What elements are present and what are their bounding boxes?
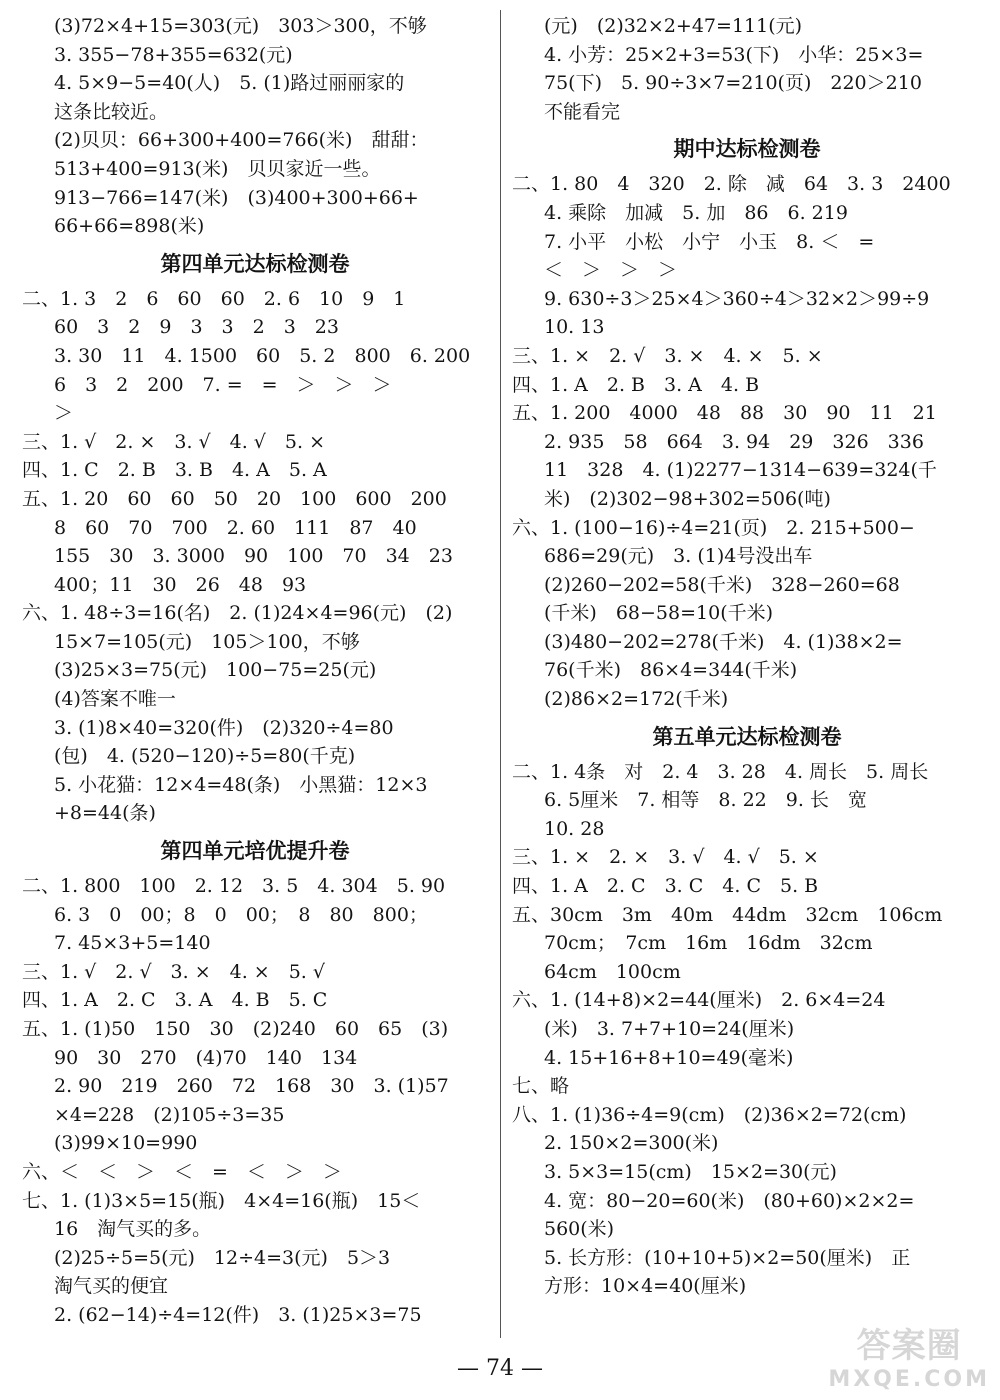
answer-line: 不能看完: [544, 100, 621, 123]
answer-line: 这条比较近。: [54, 100, 169, 123]
answer-line: 2. (62−14)÷4=12(件) 3. (1)25×3=75: [54, 1303, 422, 1326]
answer-line: 方形：10×4=40(厘米): [544, 1275, 747, 1298]
answer-line: 五、1. (1)50 150 30 (2)240 60 65 (3): [22, 1018, 449, 1040]
answer-line: 16 淘气买的多。: [54, 1218, 212, 1241]
answer-line: 六、1. 48÷3=16(名) 2. (1)24×4=96(元) (2): [22, 602, 453, 625]
answer-line: 4. 乘除 加减 5. 加 86 6. 219: [544, 201, 848, 224]
answer-line: 10. 28: [544, 817, 605, 840]
answer-line: (3)99×10=990: [54, 1132, 198, 1155]
right-column: [512, 12, 982, 1301]
answer-line: 66+66=898(米): [54, 215, 205, 238]
answer-line: 7. 45×3+5=140: [54, 932, 211, 955]
answer-line: 10. 13: [544, 316, 605, 339]
answer-line: 6 3 2 200 7. = = ＞ ＞ ＞: [54, 373, 392, 396]
answer-line: 四、1. C 2. B 3. B 4. A 5. A: [22, 459, 327, 482]
answer-line: (2)贝贝：66+300+400=766(米) 甜甜：: [54, 129, 429, 152]
answer-line: 六、1. (14+8)×2=44(厘米) 2. 6×4=24: [512, 989, 886, 1012]
answer-line: 八、1. (1)36÷4=9(cm) (2)36×2=72(cm): [512, 1103, 907, 1126]
answer-line: 四、1. A 2. B 3. A 4. B: [512, 373, 760, 396]
left-column: [22, 12, 488, 1330]
section-heading: 第四单元培优提升卷: [160, 839, 350, 864]
answer-line: 二、1. 3 2 6 60 60 2. 6 10 9 1: [22, 287, 406, 310]
answer-line: 6. 3 0 00；8 0 00； 8 80 800；: [54, 903, 428, 926]
answer-line: 五、30cm 3m 40m 44dm 32cm 106cm: [512, 903, 943, 926]
answer-line: 淘气买的便宜: [54, 1275, 169, 1298]
answer-line: 六、＜ ＜ ＞ ＜ = ＜ ＞ ＞: [22, 1160, 342, 1183]
page-number: — 74 —: [457, 1356, 543, 1381]
section-heading: 第四单元达标检测卷: [160, 251, 350, 276]
answer-line: 2. 935 58 664 3. 94 29 326 336: [544, 430, 924, 453]
watermark-text: 答案圈: [856, 1326, 962, 1366]
answer-line: 3. 5×3=15(cm) 15×2=30(元): [544, 1160, 837, 1183]
answer-line: 11 328 4. (1)2277−1314−639=324(千: [544, 459, 937, 482]
answer-line: 4. 宽：80−20=60(米) (80+60)×2×2=: [544, 1189, 915, 1212]
answer-line: 400；11 30 26 48 93: [54, 573, 307, 596]
answer-line: 513+400=913(米) 贝贝家近一些。: [54, 157, 381, 180]
answer-line: 六、1. (100−16)÷4=21(页) 2. 215+500−: [512, 516, 915, 539]
answer-line: 4. 小芳：25×2+3=53(下) 小华：25×3=: [544, 43, 924, 66]
answer-line: 五、1. 200 4000 48 88 30 90 11 21: [512, 402, 937, 425]
answer-line: 三、1. × 2. × 3. √ 4. √ 5. ×: [512, 846, 819, 869]
answer-line: 米) (2)302−98+302=506(吨): [544, 487, 831, 510]
answer-line: 5. 小花猫：12×4=48(条) 小黑猫：12×3: [54, 773, 428, 796]
answer-line: ×4=228 (2)105÷3=35: [54, 1103, 285, 1126]
answer-line: 75(下) 5. 90÷3×7=210(页) 220＞210: [544, 72, 922, 95]
answer-line: 七、略: [512, 1075, 570, 1098]
answer-line: 9. 630÷3＞25×4＞360÷4＞32×2＞99÷9: [544, 287, 930, 310]
section-heading: 期中达标检测卷: [673, 137, 821, 162]
answer-line: (3)480−202=278(千米) 4. (1)38×2=: [544, 630, 903, 653]
column-divider: [500, 10, 501, 1338]
answer-line: 二、1. 4条 对 2. 4 3. 28 4. 周长 5. 周长: [512, 760, 929, 783]
answer-line: 5. 长方形：(10+10+5)×2=50(厘米) 正: [544, 1246, 911, 1269]
answer-line: 三、1. √ 2. √ 3. × 4. × 5. √: [22, 960, 325, 983]
answer-line: 560(米): [544, 1218, 615, 1241]
answer-line: 70cm； 7cm 16m 16dm 32cm: [544, 932, 873, 955]
answer-line: ＞: [54, 402, 74, 425]
answer-line: (元) (2)32×2+47=111(元): [544, 15, 803, 37]
answer-line: 60 3 2 9 3 3 2 3 23: [54, 316, 339, 339]
watermark-url: MXQE.COM: [828, 1367, 990, 1392]
watermark-logo: [828, 1318, 990, 1392]
answer-line: 3. 355−78+355=632(元): [54, 43, 293, 66]
answer-line: ＜ ＞ ＞ ＞: [544, 259, 678, 282]
answer-line: 913−766=147(米) (3)400+300+66+: [54, 186, 419, 209]
answer-line: 三、1. × 2. √ 3. × 4. × 5. ×: [512, 344, 823, 367]
answer-line: (3)25×3=75(元) 100−75=25(元): [54, 659, 377, 682]
answer-line: 二、1. 800 100 2. 12 3. 5 4. 304 5. 90: [22, 875, 446, 898]
answer-line: 2. 90 219 260 72 168 30 3. (1)57: [54, 1075, 449, 1098]
answer-line: 3. (1)8×40=320(件) (2)320÷4=80: [54, 716, 394, 739]
answer-line: 四、1. A 2. C 3. A 4. B 5. C: [22, 989, 328, 1012]
answer-line: 2. 150×2=300(米): [544, 1132, 719, 1155]
answer-line: 4. 5×9−5=40(人) 5. (1)路过丽丽家的: [54, 72, 405, 95]
answer-line: 七、1. (1)3×5=15(瓶) 4×4=16(瓶) 15＜: [22, 1189, 421, 1212]
answer-line: 76(千米) 86×4=344(千米): [544, 659, 798, 682]
section-heading: 第五单元达标检测卷: [652, 724, 842, 749]
answer-line: 64cm 100cm: [544, 960, 681, 983]
answer-line: (2)25÷5=5(元) 12÷4=3(元) 5＞3: [54, 1246, 391, 1269]
answer-line: +8=44(条): [54, 802, 156, 825]
answer-line: 四、1. A 2. C 3. C 4. C 5. B: [512, 875, 819, 898]
answer-line: 686=29(元) 3. (1)4号没出车: [544, 545, 813, 568]
answer-line: 三、1. √ 2. × 3. √ 4. √ 5. ×: [22, 430, 325, 453]
answer-line: 3. 30 11 4. 1500 60 5. 2 800 6. 200: [54, 344, 471, 367]
answer-line: 6. 5厘米 7. 相等 8. 22 9. 长 宽: [544, 789, 867, 812]
answer-line: (米) 3. 7+7+10=24(厘米): [544, 1018, 795, 1040]
answer-line: 五、1. 20 60 60 50 20 100 600 200: [22, 487, 447, 510]
answer-line: 7. 小平 小松 小宁 小玉 8. ＜ =: [544, 230, 875, 253]
answer-line: 二、1. 80 4 320 2. 除 减 64 3. 3 2400: [512, 173, 951, 196]
answer-line: 155 30 3. 3000 90 100 70 34 23: [54, 545, 453, 568]
answer-line: 90 30 270 (4)70 140 134: [54, 1046, 358, 1069]
answer-line: (3)72×4+15=303(元) 303＞300，不够: [54, 15, 427, 37]
answer-line: 4. 15+16+8+10=49(毫米): [544, 1046, 794, 1069]
answer-line: (包) 4. (520−120)÷5=80(千克): [54, 745, 356, 768]
answer-line: (2)260−202=58(千米) 328−260=68: [544, 573, 900, 596]
answer-line: (2)86×2=172(千米): [544, 688, 729, 711]
answer-line: 15×7=105(元) 105＞100，不够: [54, 630, 360, 653]
answer-line: (4)答案不唯一: [54, 688, 176, 711]
answer-line: (千米) 68−58=10(千米): [544, 602, 774, 625]
answer-line: 8 60 70 700 2. 60 111 87 40: [54, 516, 417, 539]
